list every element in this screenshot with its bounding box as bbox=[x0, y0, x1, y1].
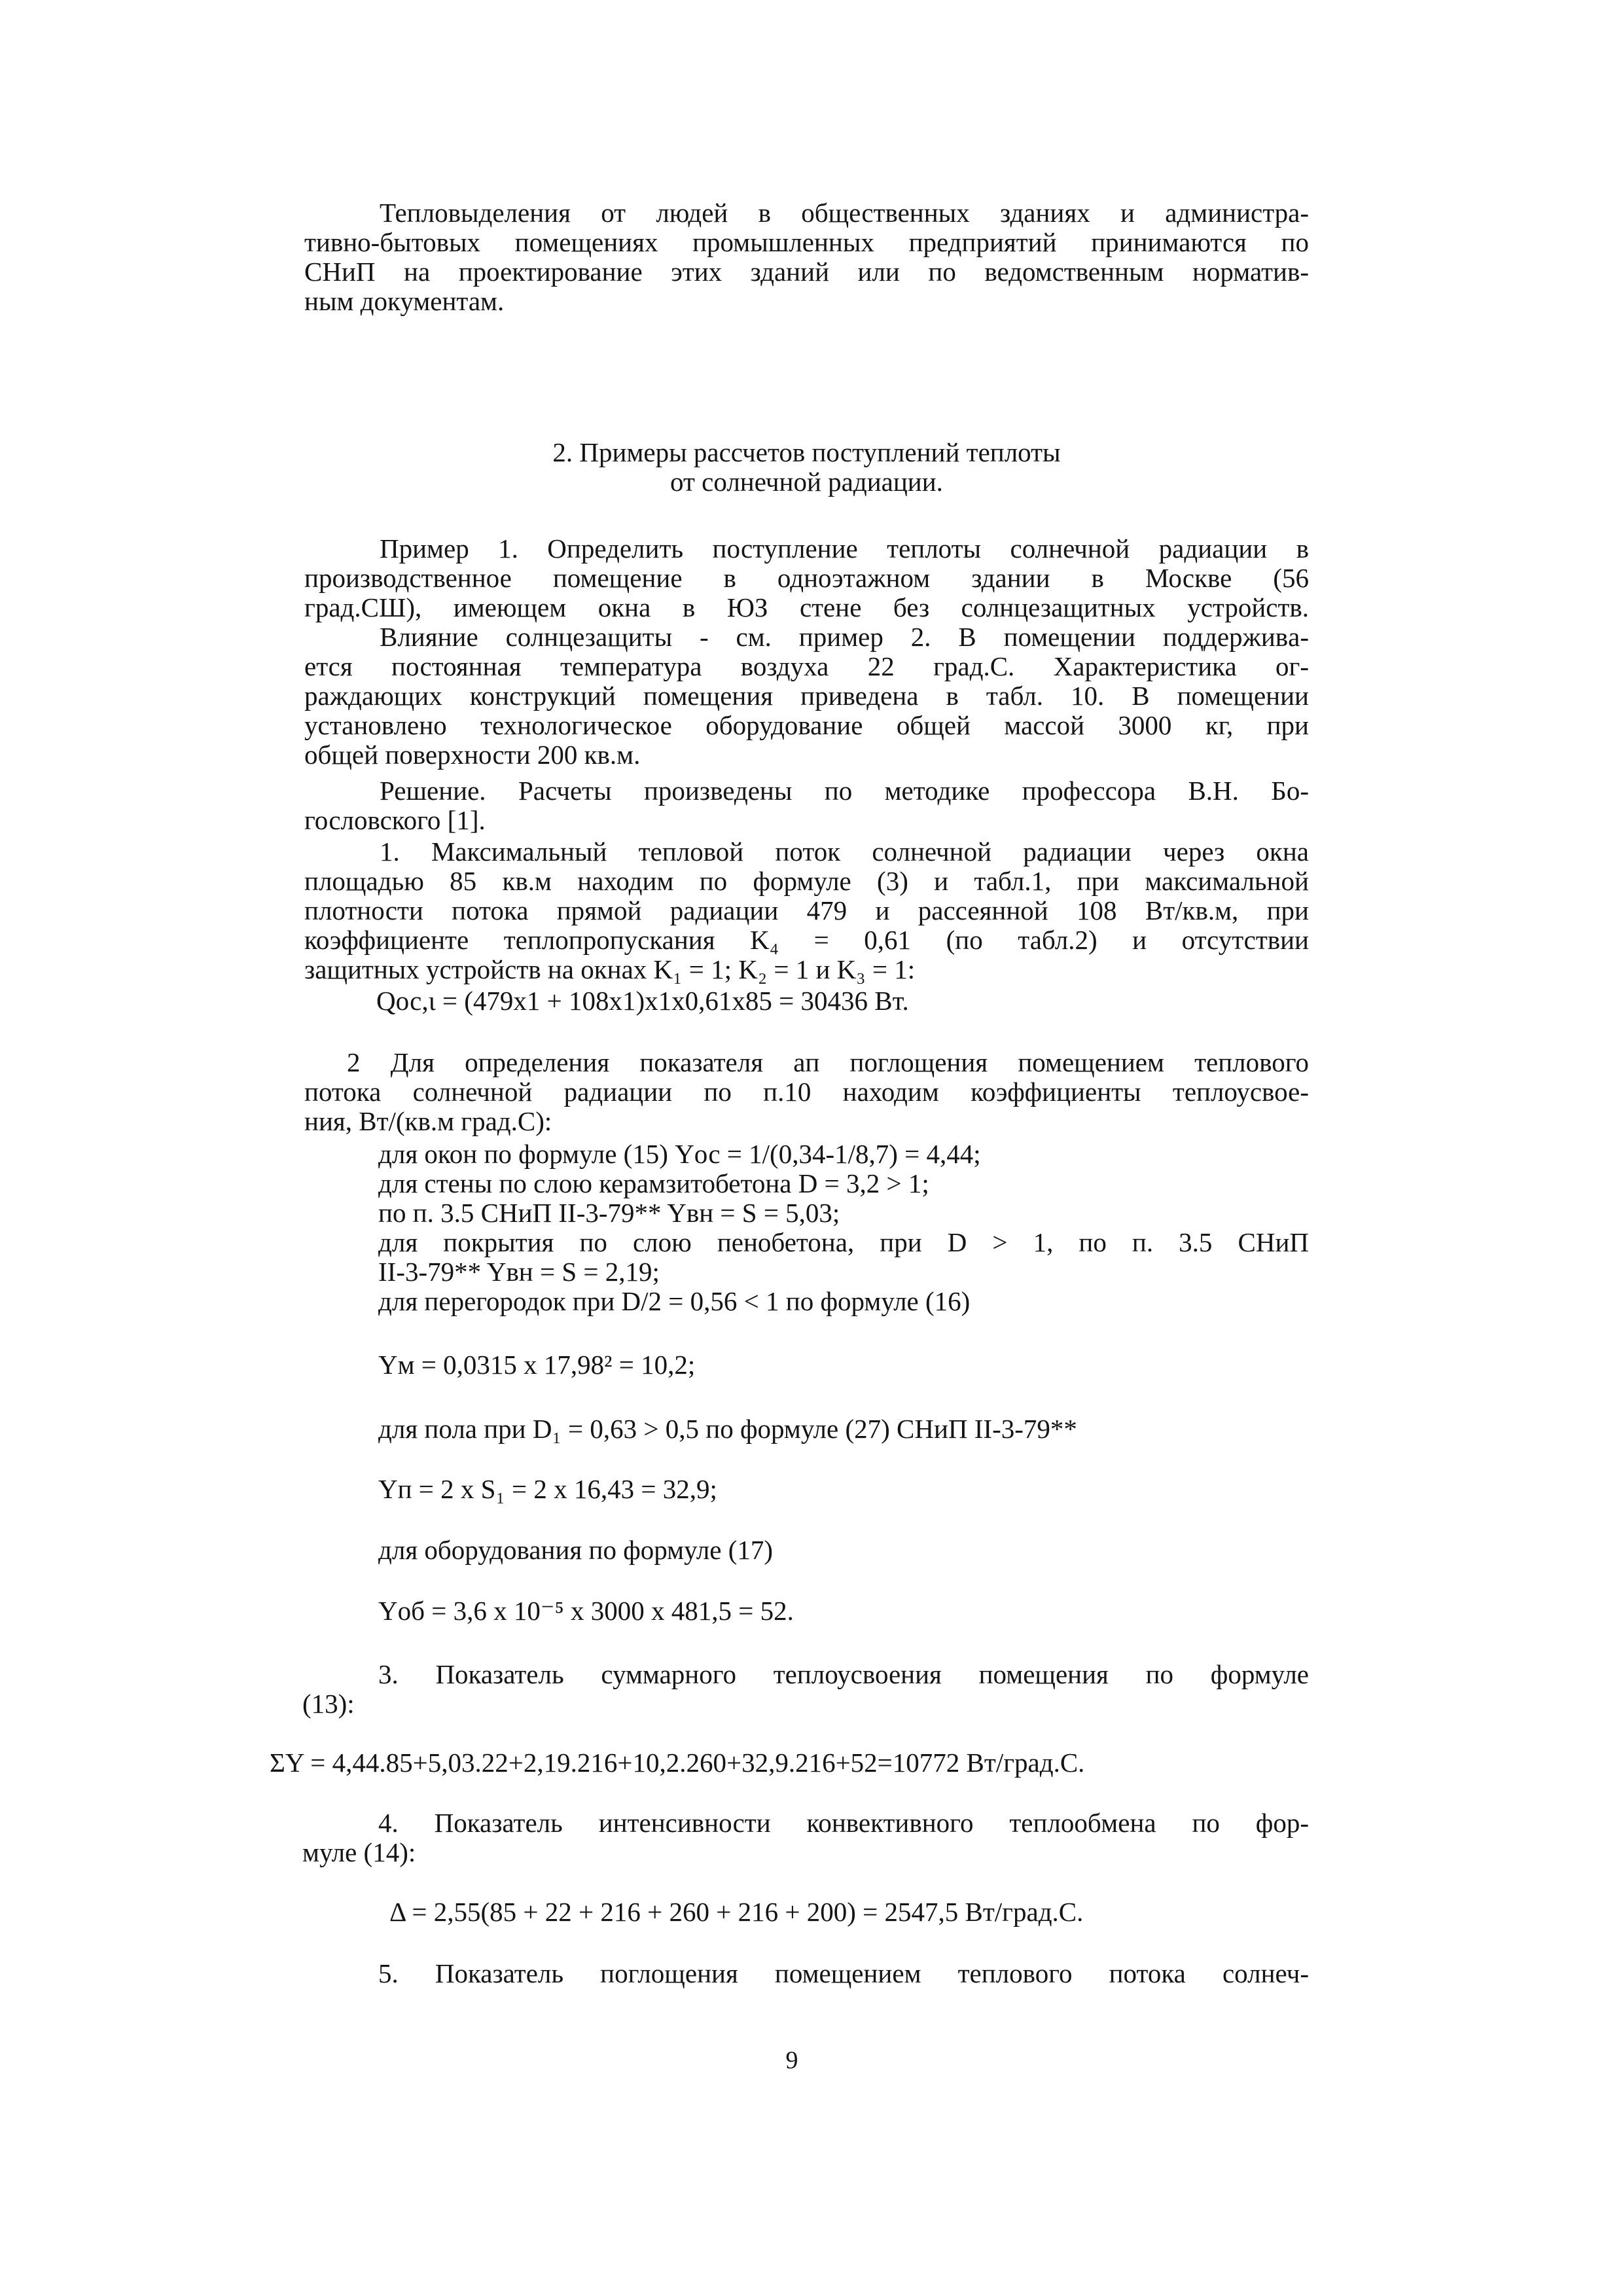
step2-item: для окон по формуле (15) Yос = 1/(0,34-1/8,7) = 4,44; bbox=[378, 1139, 981, 1169]
intro-line: тивно-бытовых помещениях промышленных предприятий принимаются по bbox=[304, 227, 1309, 257]
step4-line: муле (14): bbox=[302, 1837, 416, 1867]
formula-q: Qос,ι = (479x1 + 108x1)x1x0,61x85 = 30436 Вт. bbox=[376, 986, 909, 1016]
example-line: град.СШ), имеющем окна в ЮЗ стене без солнцезащитных устройств. bbox=[304, 592, 1309, 622]
example-line: установлено технологическое оборудование общей массой 3000 кг, при bbox=[304, 710, 1309, 740]
step2-item: для перегородок при D/2 = 0,56 < 1 по формуле (16) bbox=[378, 1286, 971, 1316]
step1-line: площадью 85 кв.м находим по формуле (3) и табл.1, при максимальной bbox=[304, 866, 1309, 896]
section-heading: от солнечной радиации. bbox=[670, 467, 943, 497]
formula-yp: Yп = 2 x S₁ = 2 x 16,43 = 32,9; bbox=[378, 1474, 717, 1504]
equipment-line: для оборудования по формуле (17) bbox=[378, 1535, 774, 1565]
step2-item: для стены по слою керамзитобетона D = 3,2 > 1; bbox=[378, 1168, 929, 1198]
step1-line: защитных устройств на окнах K₁ = 1; K₂ = 1 и K₃ = 1: bbox=[304, 954, 916, 984]
intro-line: ным документам. bbox=[304, 286, 505, 316]
solution-line: Решение. Расчеты произведены по методике профессора В.Н. Бо- bbox=[380, 776, 1309, 806]
step3-line: (13): bbox=[302, 1689, 355, 1719]
step2-line: потока солнечной радиации по п.10 находим коэффициенты теплоусвое- bbox=[304, 1077, 1309, 1107]
step2-line: ния, Вт/(кв.м град.С): bbox=[304, 1106, 552, 1136]
step1-line: коэффициенте теплопропускания K₄ = 0,61 (по табл.2) и отсутствии bbox=[304, 925, 1309, 955]
formula-delta: Δ = 2,55(85 + 22 + 216 + 260 + 216 + 200) = 2547,5 Вт/град.С. bbox=[389, 1897, 1084, 1927]
step4-line: 4. Показатель интенсивности конвективного теплообмена по фор- bbox=[378, 1808, 1309, 1838]
step2-item: II-3-79** Yвн = S = 2,19; bbox=[378, 1257, 660, 1287]
example-line: производственное помещение в одноэтажном здании в Москве (56 bbox=[304, 563, 1309, 593]
formula-sum: ΣY = 4,44.85+5,03.22+2,19.216+10,2.260+32,9.216+52=10772 Вт/град.С. bbox=[270, 1748, 1085, 1778]
intro-line: Тепловыделения от людей в общественных зданиях и администра- bbox=[380, 198, 1309, 228]
example-line: Влияние солнцезащиты - см. пример 2. В помещении поддерживa- bbox=[380, 622, 1309, 652]
solution-line: гословского [1]. bbox=[304, 805, 486, 835]
step1-line: плотности потока прямой радиации 479 и рассеянной 108 Вт/кв.м, при bbox=[304, 895, 1309, 925]
example-line: общей поверхности 200 кв.м. bbox=[304, 740, 641, 770]
step5-line: 5. Показатель поглощения помещением теплового потока солнеч- bbox=[378, 1958, 1309, 1988]
example-line: раждающих конструкций помещения приведена в табл. 10. В помещении bbox=[304, 681, 1309, 711]
step1-line: 1. Максимальный тепловой поток солнечной радиации через окна bbox=[380, 836, 1309, 867]
intro-line: СНиП на проектирование этих зданий или по ведомственным норматив- bbox=[304, 257, 1309, 287]
step2-item: для покрытия по слою пенобетона, при D > 1, по п. 3.5 СНиП bbox=[378, 1227, 1309, 1257]
step2-item: по п. 3.5 СНиП II-3-79** Yвн = S = 5,03; bbox=[378, 1198, 840, 1228]
floor-line: для пола при D₁ = 0,63 > 0,5 по формуле (27) СНиП II-3-79** bbox=[378, 1414, 1077, 1444]
formula-ym: Yм = 0,0315 x 17,98² = 10,2; bbox=[378, 1350, 696, 1380]
step2-line: 2 Для определения показателя aп поглощения помещением теплового bbox=[347, 1047, 1309, 1077]
step3-line: 3. Показатель суммарного теплоусвоения помещения по формуле bbox=[378, 1659, 1309, 1689]
formula-yob: Yоб = 3,6 x 10⁻⁵ x 3000 x 481,5 = 52. bbox=[378, 1596, 794, 1626]
example-line: ется постоянная температура воздуха 22 град.С. Характеристика ог- bbox=[304, 651, 1309, 681]
page-number: 9 bbox=[785, 2047, 798, 2074]
example-line: Пример 1. Определить поступление теплоты солнечной радиации в bbox=[380, 533, 1309, 564]
section-heading: 2. Примеры рассчетов поступлений теплоты bbox=[552, 437, 1061, 467]
